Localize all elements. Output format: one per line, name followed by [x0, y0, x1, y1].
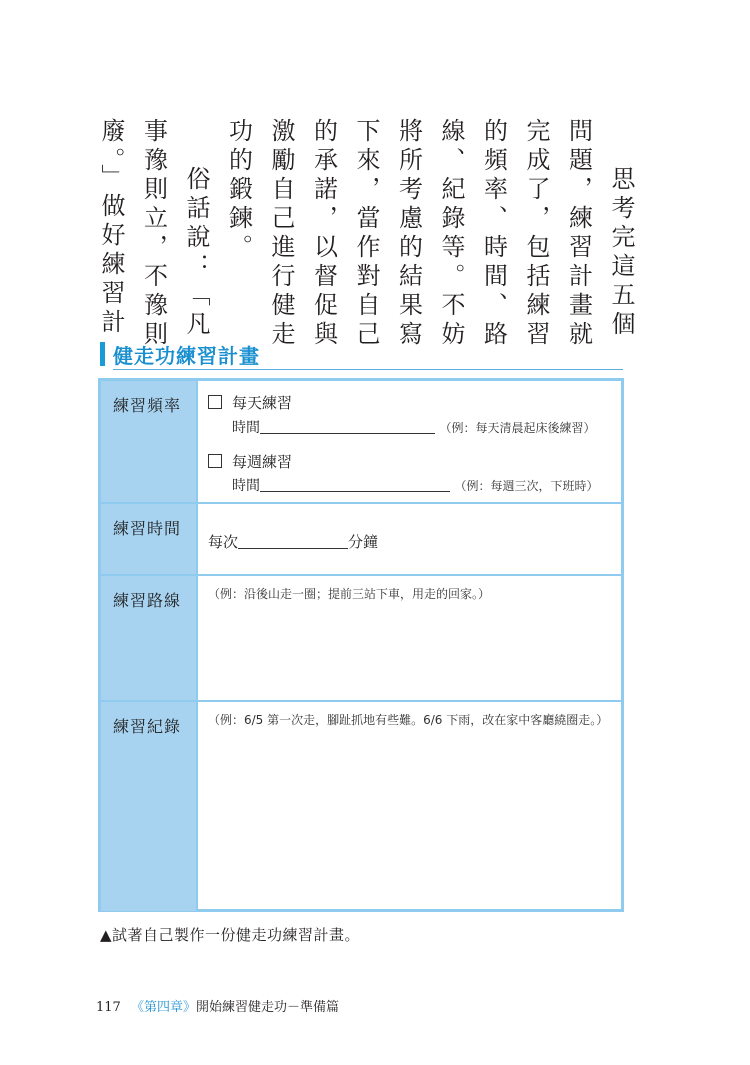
vertical-body-text: [96, 118, 636, 350]
frequency-label-cell: [101, 381, 198, 502]
route-example: （例：沿後山走一圈；提前三站下車，用走的回家。）: [208, 587, 491, 601]
record-label-cell: [101, 702, 198, 911]
route-cell[interactable]: [198, 576, 621, 702]
page-number: 117: [96, 1000, 121, 1015]
daily-option-label: 每天練習: [232, 394, 293, 412]
page-footer: [96, 996, 339, 1015]
figure-caption: ▲試著自己製作一份健走功練習計畫。: [100, 926, 361, 944]
frequency-cell: [198, 381, 621, 502]
text-column-4: 的頻率、時間、路: [479, 118, 508, 350]
frequency-row: [101, 381, 621, 502]
text-column-2: 問題，練習計畫就: [564, 118, 593, 350]
text-column-11: 俗話說：「凡: [182, 166, 210, 340]
weekly-option: [208, 451, 292, 472]
text-column-7: 下來，當作對自己: [352, 118, 380, 350]
practice-plan-table: [98, 378, 624, 912]
daily-time-label: 時間: [232, 420, 260, 436]
text-column-8: 的承諾，以督促與: [309, 118, 338, 350]
text-column-9: 激勵自己進行健走: [267, 118, 295, 350]
duration-label-cell: [101, 504, 198, 576]
weekly-time-label: 時間: [232, 478, 260, 494]
route-label-cell: [101, 576, 198, 702]
section-heading: [100, 340, 623, 372]
duration-blank[interactable]: [238, 534, 348, 549]
duration-row: [101, 502, 621, 576]
text-column-6: 將所考慮的結果寫: [394, 118, 423, 350]
daily-time-line: [232, 417, 595, 437]
chapter-title: 開始練習健走功－準備篇: [195, 1000, 339, 1015]
section-title: 健走功練習計畫: [113, 344, 260, 368]
record-row: [101, 700, 621, 911]
daily-option: [208, 392, 292, 413]
text-column-13: 廢。」做好練習計: [97, 118, 125, 338]
route-label: 練習路線: [113, 591, 182, 610]
duration-line: [208, 531, 378, 552]
record-label: 練習紀錄: [113, 717, 182, 736]
heading-rule: [113, 369, 623, 370]
route-row: [101, 574, 621, 702]
chapter-label: 《第四章》: [130, 1000, 196, 1015]
daily-time-blank[interactable]: [260, 419, 435, 434]
weekly-time-blank[interactable]: [260, 477, 450, 492]
daily-example: （例：每天清晨起床後練習）: [439, 421, 596, 435]
text-column-1: 思考完這五個: [607, 166, 635, 340]
duration-label: 練習時間: [113, 519, 182, 538]
duration-cell: [198, 504, 621, 576]
daily-checkbox[interactable]: [208, 395, 222, 409]
record-cell[interactable]: [198, 702, 621, 911]
weekly-checkbox[interactable]: [208, 454, 222, 468]
text-column-3: 完成了，包括練習: [522, 118, 550, 350]
text-column-10: 功的鍛鍊。: [224, 118, 253, 263]
duration-prefix: 每次: [208, 533, 239, 551]
heading-accent-bar: [100, 342, 105, 366]
record-example: （例：6/5 第一次走，腳趾抓地有些難。6/6 下雨，改在家中客廳繞圈走。）: [208, 713, 609, 727]
weekly-time-line: [232, 475, 598, 495]
duration-suffix: 分鐘: [348, 533, 379, 551]
frequency-label: 練習頻率: [113, 396, 182, 415]
weekly-example: （例：每週三次，下班時）: [454, 479, 599, 493]
weekly-option-label: 每週練習: [232, 453, 293, 471]
text-column-5: 線、紀錄等。不妨: [437, 118, 465, 350]
text-column-12: 事豫則立，不豫則: [139, 118, 168, 350]
